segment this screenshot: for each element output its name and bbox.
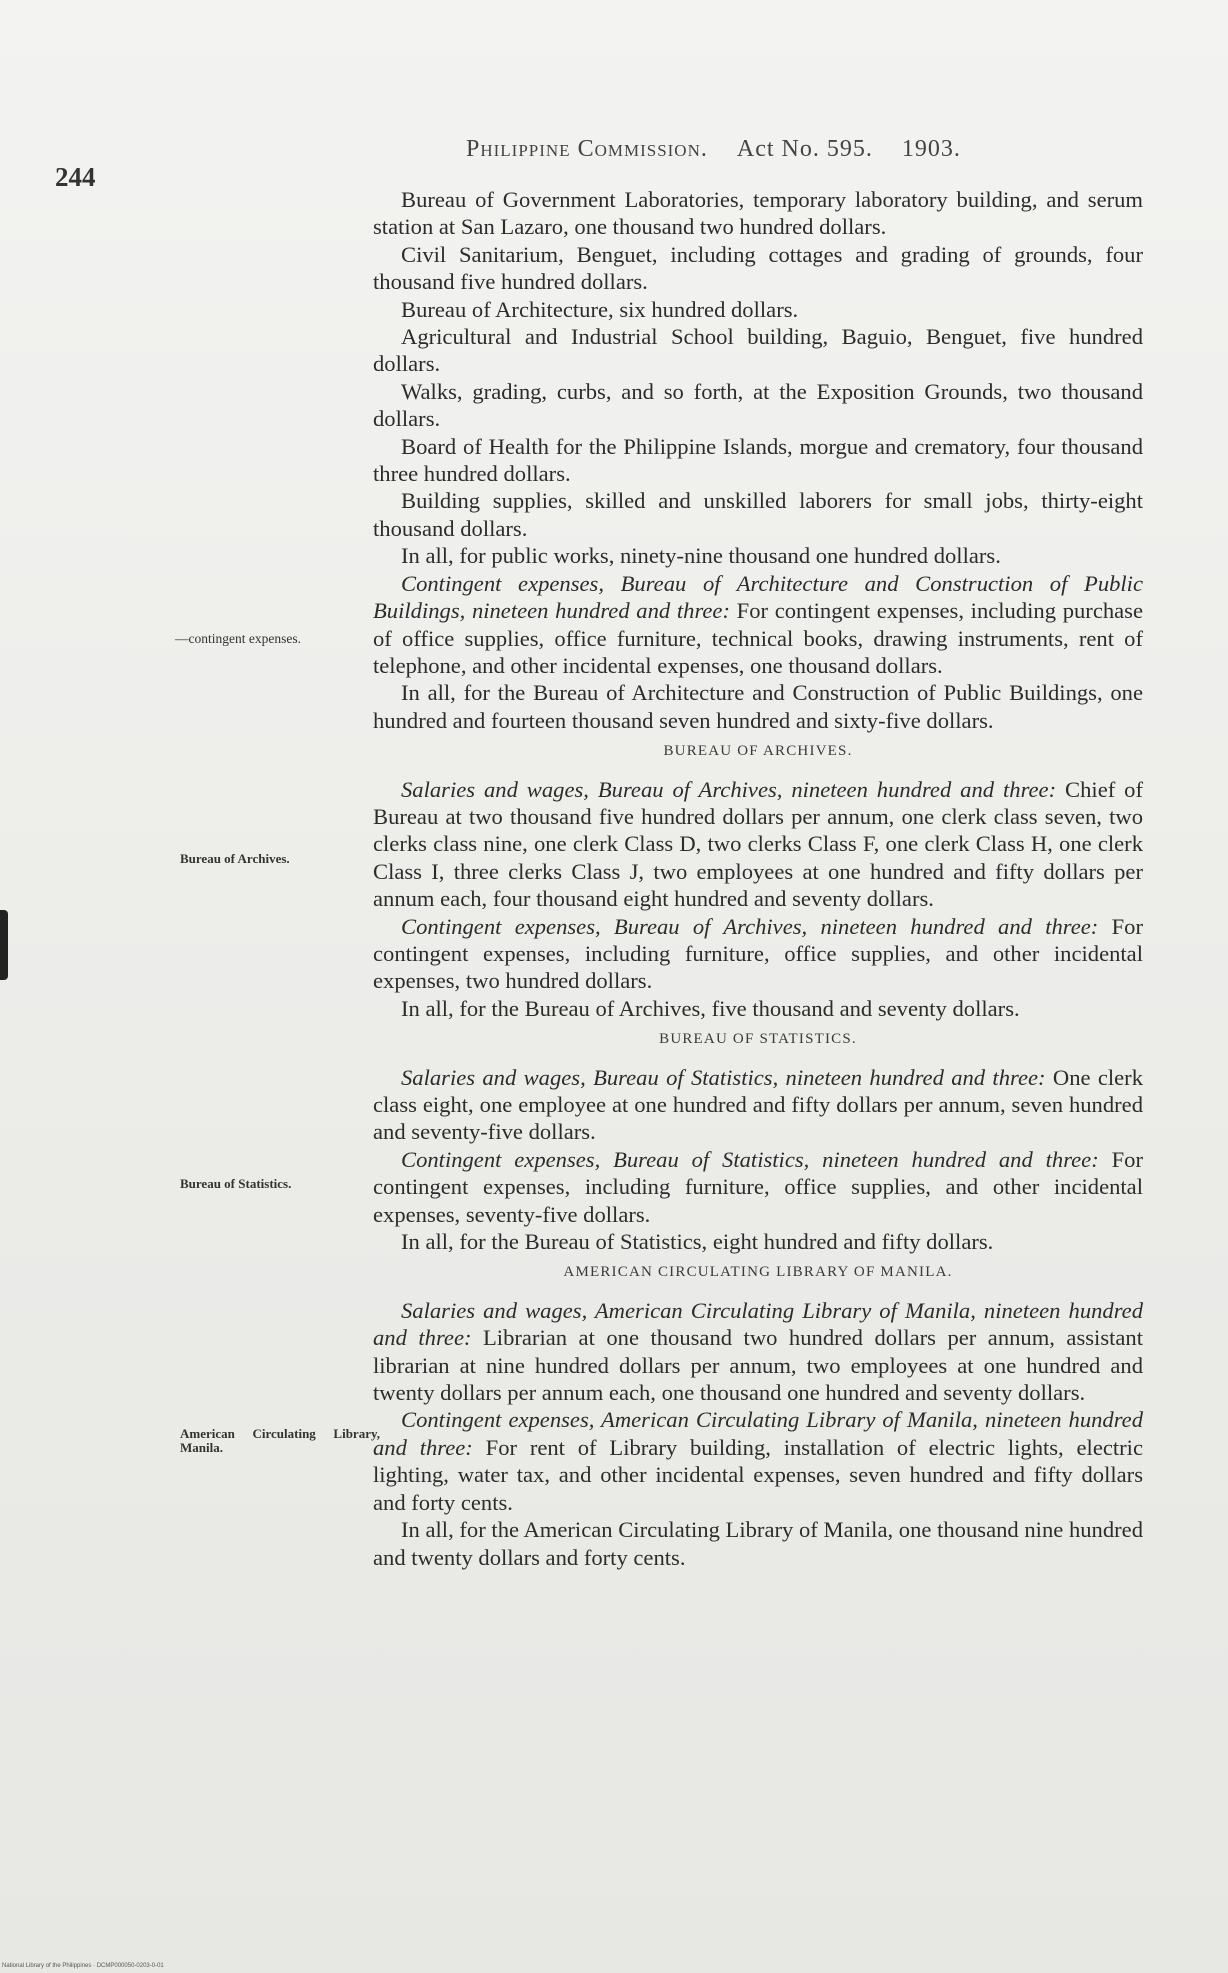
paragraph-architecture: Bureau of Architecture, six hundred dollars.	[401, 296, 799, 322]
running-head-year: 1903.	[901, 136, 961, 162]
paragraph-exposition-grounds: Walks, grading, curbs, and so forth, at the Exposition Grounds, two thousand dollars.	[373, 378, 1143, 432]
paragraph-text: For contingent expenses, including furniture, office supplies, and other incidental expenses, two hundred dollars.	[373, 913, 1143, 994]
paragraph-statistics-salaries	[373, 1064, 1143, 1146]
paragraph-architecture-total: In all, for the Bureau of Architecture and Construction of Public Buildings, one hundred and fourteen thousand seven hundred and sixty-five dollars.	[373, 680, 1143, 733]
scan-footer-credit: National Library of the Philippines · DCMP000050-0203-0-01	[2, 1963, 164, 1969]
paragraph-archives-contingent	[373, 913, 1143, 995]
paragraph-text: Librarian at one thousand two hundred dollars per annum, assistant librarian at nine hundred dollars per annum, two employees at one hundred and twenty dollars per annum each, one thousand one hundred and seventy dollars.	[373, 1325, 1143, 1406]
italic-lead: Contingent expenses, Bureau of Archives, nineteen hundred and three:	[401, 913, 1099, 939]
running-head-act: Act No. 595.	[736, 136, 873, 162]
margin-note-statistics: Bureau of Statistics.	[180, 1176, 292, 1191]
italic-lead: Contingent expenses, American Circulating Library of Manila, nineteen hundred and three:	[373, 1407, 1143, 1460]
paragraph-library-contingent	[373, 1406, 1143, 1516]
heading-statistics: BUREAU OF STATISTICS.	[659, 1031, 857, 1048]
paragraph-text: For rent of Library building, installation of electric lights, electric lighting, water tax, and other incidental expenses, seven hundred and fifty dollars and forty cents.	[373, 1434, 1143, 1515]
paragraph-architecture-contingent	[373, 570, 1143, 680]
paragraph-text: One clerk class eight, one employee at one hundred and fifty dollars per annum, seven hundred and seventy-five dollars.	[373, 1064, 1144, 1145]
margin-note-library: American Circulating Library, Manila.	[180, 1426, 380, 1455]
paragraph-agricultural-school: Agricultural and Industrial School building, Baguio, Benguet, five hundred dollars.	[373, 324, 1143, 377]
running-head	[466, 136, 961, 163]
paragraph-archives-salaries	[373, 776, 1143, 913]
page-number: 244	[55, 162, 96, 192]
italic-lead: Salaries and wages, American Circulating Library of Manila, nineteen hundred and three:	[373, 1297, 1143, 1351]
paragraph-library-total: In all, for the American Circulating Library of Manila, one thousand nine hundred and twenty dollars and forty cents.	[373, 1517, 1143, 1570]
paragraph-archives-total: In all, for the Bureau of Archives, five thousand and seventy dollars.	[401, 995, 1020, 1021]
scan-edge-mark	[0, 910, 8, 980]
paragraph-statistics-total: In all, for the Bureau of Statistics, eight hundred and fifty dollars.	[401, 1229, 994, 1255]
paragraph-text: For contingent expenses, including purchase of office supplies, office furniture, technical books, drawing instruments, rent of telephone, and other incidental expenses, one thousand dollars.	[373, 598, 1143, 678]
italic-lead: Salaries and wages, Bureau of Statistics, nineteen hundred and three:	[401, 1064, 1046, 1090]
paragraph-library-salaries	[373, 1297, 1143, 1407]
italic-lead: Contingent expenses, Bureau of Statistics, nineteen hundred and three:	[401, 1146, 1099, 1172]
italic-lead: Contingent expenses, Bureau of Architecture and Construction of Public Buildings, nineteen hundred and three:	[373, 570, 1143, 624]
paragraph-public-works-total: In all, for public works, ninety-nine thousand one hundred dollars.	[401, 543, 1001, 569]
paragraph-text: For contingent expenses, including furniture, office supplies, and other incidental expenses, seventy-five dollars.	[373, 1146, 1143, 1227]
paragraph-building-supplies: Building supplies, skilled and unskilled laborers for small jobs, thirty-eight thousand dollars.	[373, 488, 1143, 541]
heading-library: AMERICAN CIRCULATING LIBRARY OF MANILA.	[563, 1264, 953, 1281]
heading-archives: BUREAU OF ARCHIVES.	[663, 743, 853, 760]
paragraph-statistics-contingent	[373, 1146, 1143, 1228]
body-text	[373, 186, 1143, 1571]
paragraph-sanitarium: Civil Sanitarium, Benguet, including cottages and grading of grounds, four thousand five hundred dollars.	[373, 241, 1143, 295]
margin-note-contingent: —contingent expenses.	[175, 631, 301, 646]
paragraph-laboratories: Bureau of Government Laboratories, temporary laboratory building, and serum station at San Lazaro, one thousand two hundred dollars.	[373, 187, 1143, 240]
margin-note-archives: Bureau of Archives.	[180, 851, 290, 866]
paragraph-text: Chief of Bureau at two thousand five hundred dollars per annum, one clerk class seven, two clerks class nine, one clerk Class D, two clerks Class F, one clerk Class H, one clerk Class I, three clerks Class J, two employees at one hundred and fifty dollars per annum each, four thousand eight hundred and seventy dollars.	[373, 776, 1143, 912]
running-head-commission: Philippine Commission.	[466, 136, 708, 162]
paragraph-board-of-health: Board of Health for the Philippine Islands, morgue and crematory, four thousand three hundred dollars.	[373, 433, 1143, 487]
italic-lead: Salaries and wages, Bureau of Archives, nineteen hundred and three:	[401, 776, 1057, 802]
